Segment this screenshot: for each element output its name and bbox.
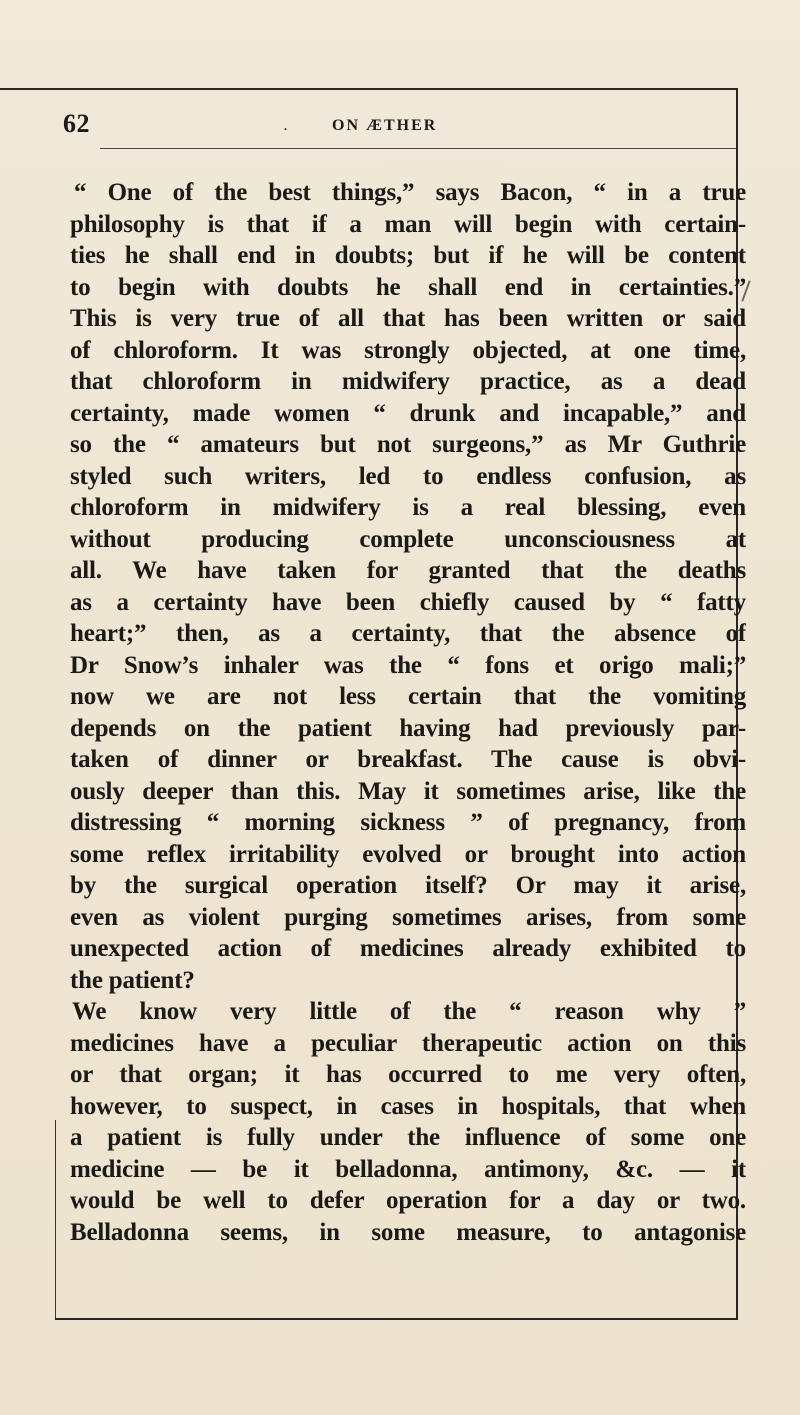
text-line: even as violent purging sometimes arises, from some [70, 903, 746, 931]
text-line: This is very true of all that has been written or said [70, 305, 746, 332]
text-line: to begin with doubts he shall end in certainties.” [70, 273, 746, 301]
text-line: the patient? [70, 966, 195, 994]
text-line: chloroform in midwifery is a real blessing, even [70, 494, 746, 521]
text-line: as a certainty have been chiefly caused by “ fatty [70, 588, 746, 616]
text-line: by the surgical operation itself? Or may it arise, [70, 872, 746, 899]
text-line: would be well to defer operation for a day or two. [70, 1187, 746, 1214]
left-border-rule [55, 1120, 56, 1320]
text-line: or that organ; it has occurred to me very often, [70, 1061, 746, 1088]
running-head [284, 117, 438, 135]
top-border-rule [0, 88, 738, 90]
text-line: certainty, made women “ drunk and incapable,” and [70, 399, 746, 427]
running-head-title: ON ÆTHER [332, 117, 438, 134]
text-line: some reflex irritability evolved or brought into action [70, 840, 746, 868]
text-line: unexpected action of medicines already exhibited to [70, 935, 746, 962]
text-line: styled such writers, led to endless confusion, as [70, 462, 746, 490]
text-line: heart;” then, as a certainty, that the absence of [70, 620, 746, 647]
header-underline-rule [100, 148, 736, 149]
text-line: without producing complete unconsciousness at [70, 525, 746, 553]
body-text [70, 177, 746, 1248]
text-line: all. We have taken for granted that the deaths [70, 557, 746, 584]
text-line: a patient is fully under the influence of some one [70, 1124, 746, 1151]
bottom-border-rule [55, 1318, 738, 1320]
text-line: distressing “ morning sickness ” of pregnancy, from [70, 809, 746, 836]
text-line: Belladonna seems, in some measure, to antagonise [70, 1218, 746, 1246]
text-line: that chloroform in midwifery practice, as a dead [70, 368, 746, 395]
text-line: philosophy is that if a man will begin with certain- [70, 210, 746, 238]
text-line: Dr Snow’s inhaler was the “ fons et origo mali;” [70, 651, 746, 679]
text-line: medicine — be it belladonna, antimony, &c. — it [70, 1155, 746, 1183]
text-line: We know very little of the “ reason why ” [72, 998, 746, 1025]
text-line: “ One of the best things,” says Bacon, “ in a true [74, 179, 746, 206]
text-line: so the “ amateurs but not surgeons,” as Mr Guthrie [70, 431, 746, 458]
text-line: however, to suspect, in cases in hospitals, that when [70, 1092, 746, 1120]
text-line: now we are not less certain that the vomiting [70, 683, 746, 710]
page-number: 62 [63, 109, 90, 138]
text-line: of chloroform. It was strongly objected, at one time, [70, 336, 746, 364]
text-line: medicines have a peculiar therapeutic action on this [70, 1029, 746, 1057]
text-line: taken of dinner or breakfast. The cause is obvi- [70, 746, 746, 773]
running-head-mark: . [284, 119, 289, 133]
text-line: depends on the patient having had previously par- [70, 714, 746, 742]
text-line: ties he shall end in doubts; but if he will be content [70, 242, 746, 269]
text-line: ously deeper than this. May it sometimes arise, like the [70, 777, 746, 805]
